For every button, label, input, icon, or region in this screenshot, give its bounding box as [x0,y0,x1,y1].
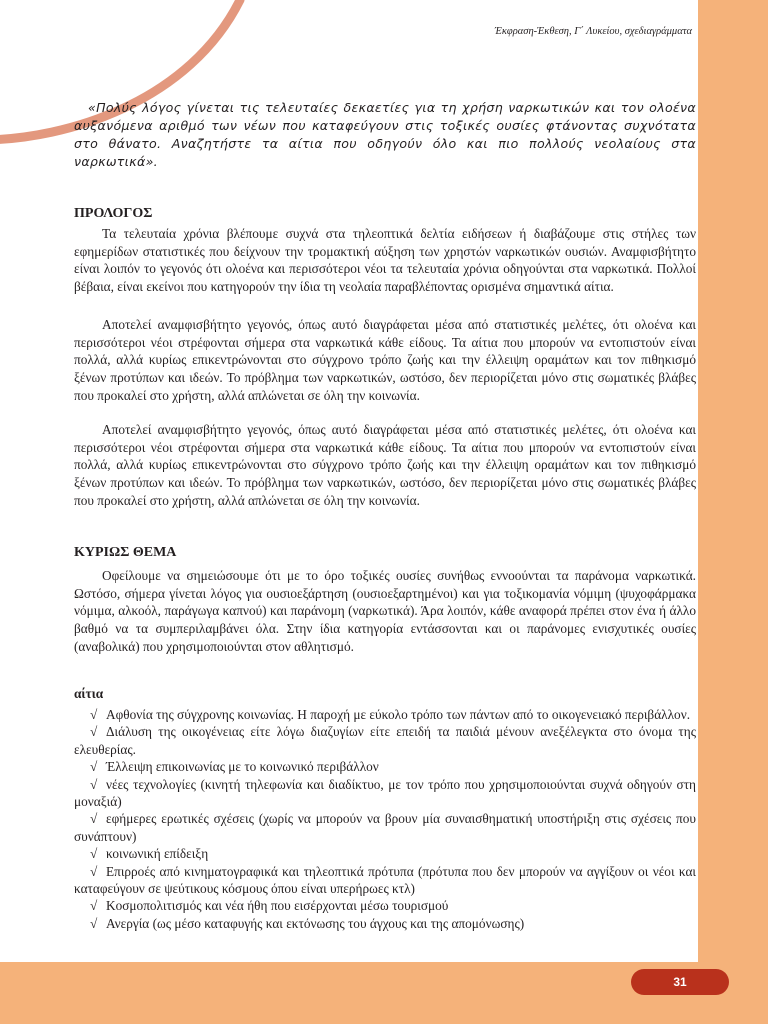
checkmark-icon: √ [90,898,98,914]
essay-prompt: «Πολύς λόγος γίνεται τις τελευταίες δεκαετίες για τη χρήση ναρκωτικών και τον ολοένα αυξανόμενα αριθμό των νέων που καταφεύγουν στις τοξικές ουσίες φτάνοντας συχνότατα στο θάνατο. Αναζητήστε τα αίτια που οδηγούν όλο και πιο πολλούς νεολαίους στα ναρκωτικά». [74,100,696,169]
list-item: √ Ανεργία (ως μέσο καταφυγής και εκτόνωσης του άγχους και της απομόνωσης) [90,915,525,931]
list-item: √ εφήμερες ερωτικές σχέσεις (χωρίς να μπορούν να βρουν μία συναισθηματική υποστήριξη στις σχέσεις που συνάπτουν) [74,811,696,844]
checkmark-icon: √ [90,915,98,931]
checkmark-icon: √ [90,811,98,827]
checkmark-icon: √ [90,759,98,775]
page-number-badge: 31 [631,969,729,995]
checkmark-icon: √ [90,863,98,879]
prologue-heading: ΠΡΟΛΟΓΟΣ [74,206,153,221]
checkmark-icon: √ [90,776,98,792]
main-topic-heading: ΚΥΡΙΩΣ ΘΕΜΑ [74,545,177,560]
list-item: √ Κοσμοπολιτισμός και νέα ήθη που εισέρχονται μέσω τουρισμού [90,898,449,914]
list-item: √ Επιρροές από κινηματογραφικά και τηλεοπτικά πρότυπα (πρότυπα που δεν μπορούν να αγγίξουν οι νέοι και καταφεύγουν σε ψεύτικους κόσμους όπου είναι υπερήρωες κτλ) [74,863,696,897]
prologue-paragraph-2: Αποτελεί αναμφισβήτητο γεγονός, όπως αυτό διαγράφεται μέσα από στατιστικές μελέτες, ότι ολοένα και περισσότεροι νέοι στρέφονται σήμερα στα ναρκωτικά κάθε είδους. Τα αίτια που μπορούν να εντοπιστούν είναι πολλά, αλλά κυρίως επικεντρώνονται στο σύγχρονο τρόπο ζωής και την έλλειψη οραμάτων και τον πιθηκισμό ξένων προτύπων και ιδεών. Το πρόβλημα των ναρκωτικών, ωστόσο, δεν περιορίζεται μόνο στις σωματικές βλάβες που προκαλεί στο χρήστη, αλλά απλώνεται σε όλη την κοινωνία. [74,317,696,403]
list-item: √ Έλλειψη επικοινωνίας με το κοινωνικό περιβάλλον [90,759,379,775]
list-item: √ κοινωνική επίδειξη [90,846,209,862]
checkmark-icon: √ [90,707,98,722]
checkmark-icon: √ [90,846,98,862]
prologue-paragraph-3: Αποτελεί αναμφισβήτητο γεγονός, όπως αυτό διαγράφεται μέσα από στατιστικές μελέτες, ότι ολοένα και περισσότεροι νέοι στρέφονται σήμερα στα ναρκωτικά κάθε είδους. Τα αίτια που μπορούν να εντοπιστούν είναι πολλά, αλλά κυρίως επικεντρώνονται στο σύγχρονο τρόπο ζωής και την έλλειψη οραμάτων και τον πιθηκισμό ξένων προτύπων και ιδεών. Το πρόβλημα των ναρκωτικών, ωστόσο, δεν περιορίζεται μόνο στις σωματικές βλάβες που προκαλεί στο χρήστη, αλλά απλώνεται σε όλη την κοινωνία. [74,422,696,508]
running-header: Έκφραση-Έκθεση, Γ΄ Λυκείου, σχεδιαγράμματα [494,26,692,37]
causes-list [74,706,696,932]
list-item: √ Διάλυση της οικογένειας είτε λόγω διαζυγίων είτε επειδή τα παιδιά μένουν ανεξέλεγκτα στο όνομα της ελευθερίας. [74,724,696,757]
list-item: √ νέες τεχνολογίες (κινητή τηλεφωνία και διαδίκτυο, με τον τρόπο που χρησιμοποιούνται συχνά οδηγούν στη μοναξιά) [74,776,696,810]
main-topic-paragraph: Οφείλουμε να σημειώσουμε ότι με το όρο τοξικές ουσίες συνήθως εννοούνται τα παράνομα ναρκωτικά. Ωστόσο, σήμερα γίνεται λόγος για ουσιοεξάρτηση (ουσιοεξαρτημένοι) και για τοξικομανία νόμιμη (ψυχοφάρμακα νόμιμα, αλκοόλ, παράγωγα καπνού) και παράνομη (ναρκωτικά). Άρα λοιπόν, κάθε αναφορά πρέπει στον ένα ή άλλο βαθμό να τα συμπεριλαμβάνει όλα. Στην ίδια κατηγορία εντάσσονται και οι παράνομες ενισχυτικές ουσίες (αναβολικά) που χρησιμοποιούνται στον αθλητισμό. [74,568,696,654]
prologue-paragraph-1: Τα τελευταία χρόνια βλέπουμε συχνά στα τηλεοπτικά δελτία ειδήσεων ή διαβάζουμε στις στήλες των εφημερίδων στατιστικές που δείχνουν την τρομακτική αύξηση των χρηστών ναρκωτικών ουσιών. Αναμφισβήτητο είναι λοιπόν το γεγονός ότι ολοένα και περισσότεροι νέοι τα τελευταία χρόνια οδηγούνται στα ναρκωτικά. Πολλοί βέβαια, είναι εκείνοι που κατηγορούν την ίδια τη νεολαία παραβλέποντας ορισμένα σημαντικά αίτια. [74,226,696,295]
checkmark-icon: √ [90,724,98,740]
list-item: √ Αφθονία της σύγχρονης κοινωνίας. Η παροχή με εύκολο τρόπο των πάντων από το οικογενειακό περιβάλλον. [90,707,691,722]
right-margin-band [698,0,768,1024]
causes-label: αίτια [74,686,104,701]
